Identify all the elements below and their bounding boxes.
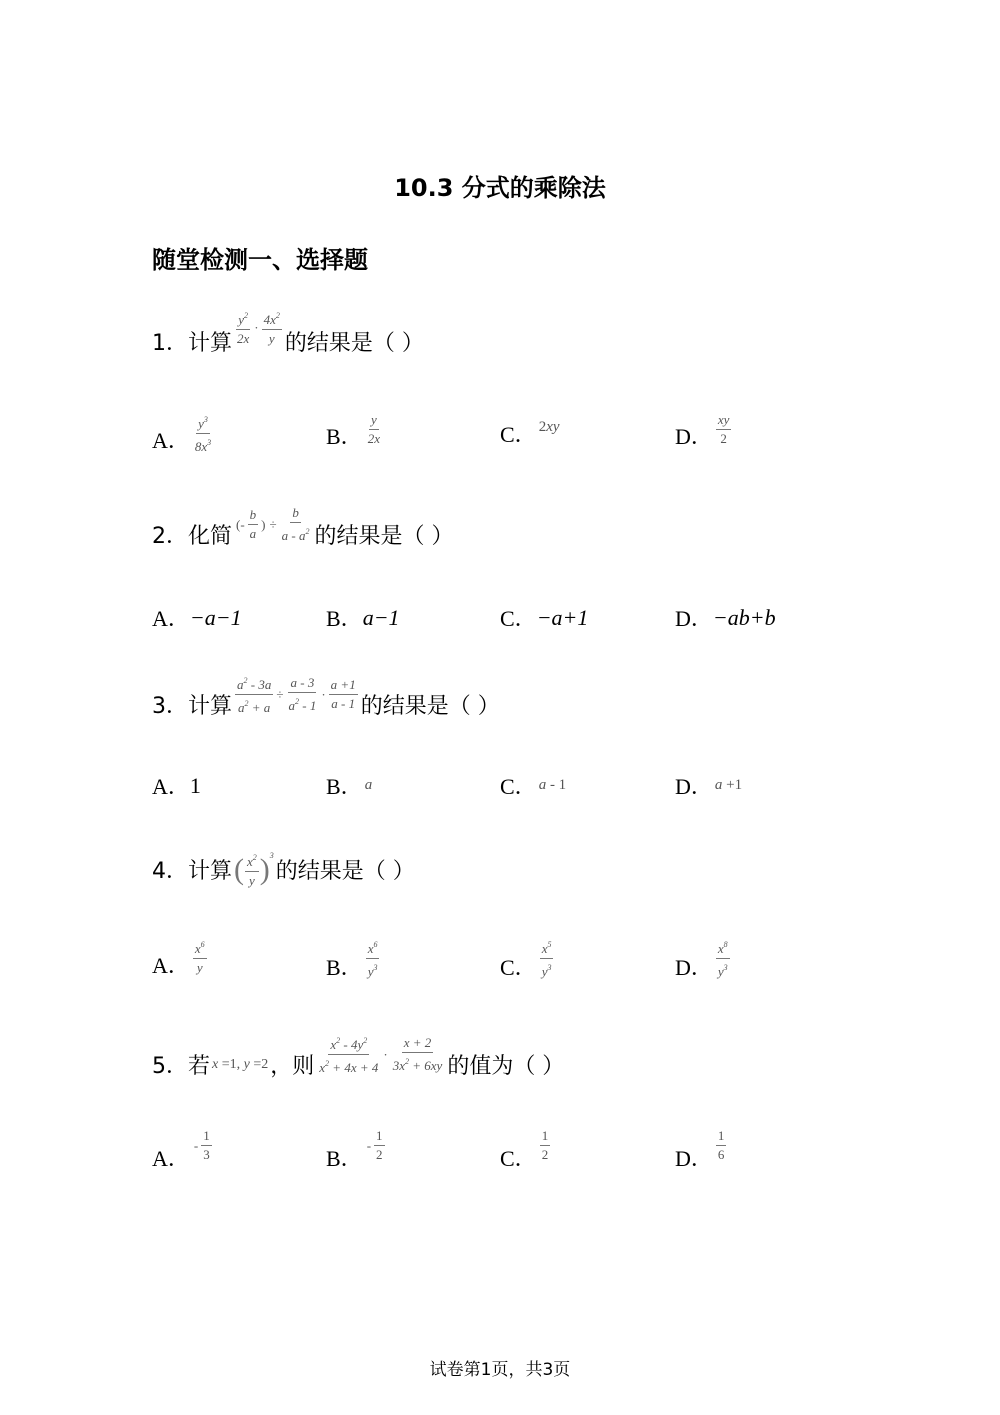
question-1-expression: $\frac{y^2}{2x}$ · $\frac{4x^2}{y}$ bbox=[234, 308, 283, 347]
question-3 bbox=[152, 675, 500, 726]
q3-option-a[interactable]: A． 1 bbox=[152, 772, 201, 799]
q3-option-c[interactable]: C． a - 1 bbox=[500, 774, 567, 799]
section-heading: 随堂检测一、选择题 bbox=[152, 246, 368, 274]
q3-option-d-expression: a +1 bbox=[714, 777, 743, 793]
q5-option-c-expression: $\frac{1}{2}$ bbox=[541, 1128, 549, 1162]
q5-option-c[interactable]: C． $\frac{1}{2}$ bbox=[500, 1140, 553, 1175]
q1-option-c[interactable]: C． 2 xy bbox=[500, 419, 560, 447]
question-1-suffix: 的结果是（ ） bbox=[284, 331, 424, 356]
q4-option-b[interactable]: B． $\frac{x^6}{y^3}$ bbox=[326, 945, 382, 988]
q2-option-a[interactable]: A． −a−1 bbox=[152, 604, 242, 631]
q5-option-b-expression: - $\frac{1}{2}$ bbox=[366, 1128, 383, 1162]
q4-option-c[interactable]: C． $\frac{x^5}{y^3}$ bbox=[500, 945, 556, 988]
question-5-expression: $\frac{x^2 - 4y^2}{x^2 + 4x + 4}$ · $\frac{x + 2}{3x^2 + 6xy}$ bbox=[319, 1035, 443, 1075]
q5-option-b[interactable]: B． - $\frac{1}{2}$ bbox=[326, 1140, 388, 1175]
q2-option-c[interactable]: C． −a+1 bbox=[500, 604, 589, 631]
q3-option-c-expression: a - 1 bbox=[538, 777, 567, 793]
question-4 bbox=[152, 850, 415, 889]
page-footer: 试卷第1页，共3页 bbox=[429, 1360, 571, 1380]
question-1-prefix: 1．计算 bbox=[152, 331, 232, 356]
q1-option-c-expression: 2 xy bbox=[538, 419, 560, 435]
q4-option-b-expression: $\frac{x^6}{y^3}$ bbox=[365, 937, 381, 980]
q2-option-b[interactable]: B． a−1 bbox=[326, 604, 400, 631]
question-2 bbox=[152, 505, 454, 554]
question-2-suffix: 的结果是（ ） bbox=[314, 524, 454, 549]
q4-option-d[interactable]: D． $\frac{x^8}{y^3}$ bbox=[675, 945, 733, 988]
q1-option-b[interactable]: B． $\frac{y}{2x}$ bbox=[326, 418, 385, 453]
q4-option-d-expression: $\frac{x^8}{y^3}$ bbox=[715, 937, 731, 980]
page-title: 10.3 分式的乘除法 bbox=[394, 174, 606, 202]
q2-option-d[interactable]: D． −ab+b bbox=[675, 604, 776, 631]
question-2-prefix: 2．化简 bbox=[152, 524, 232, 549]
question-3-expression: $\frac{a^2 - 3a}{a^2 + a}$ ÷ $\frac{a - 3}{a^2 - 1}$ · $\frac{a +1}{a - 1}$ bbox=[237, 675, 356, 715]
question-2-expression: (- $\frac{b}{a}$ ) ÷ $\frac{b}{a - a^2}$ bbox=[236, 505, 310, 543]
q1-option-b-expression: $\frac{y}{2x}$ bbox=[367, 412, 380, 446]
question-5-middle: ，则 bbox=[270, 1054, 315, 1079]
q5-option-a-expression: - $\frac{1}{3}$ bbox=[193, 1128, 210, 1162]
question-5-suffix: 的值为（ ） bbox=[447, 1054, 565, 1079]
question-4-suffix: 的结果是（ ） bbox=[275, 859, 415, 884]
question-4-prefix: 4．计算 bbox=[152, 859, 232, 884]
q1-option-d[interactable]: D． $\frac{xy}{2}$ bbox=[675, 418, 734, 453]
q3-option-b-expression: a bbox=[364, 777, 373, 793]
q5-option-d-expression: $\frac{1}{6}$ bbox=[717, 1128, 725, 1162]
question-3-suffix: 的结果是（ ） bbox=[360, 694, 500, 719]
q5-option-a[interactable]: A． - $\frac{1}{3}$ bbox=[152, 1140, 215, 1175]
question-5 bbox=[152, 1035, 565, 1086]
q4-option-c-expression: $\frac{x^5}{y^3}$ bbox=[539, 937, 555, 980]
question-5-prefix: 5．若 bbox=[152, 1054, 210, 1079]
question-5-condition: x =1, y =2 bbox=[212, 1056, 269, 1072]
q5-option-d[interactable]: D． $\frac{1}{6}$ bbox=[675, 1140, 729, 1175]
question-3-prefix: 3．计算 bbox=[152, 694, 232, 719]
question-4-expression: ( $\frac{x^2}{y}$ ) $^3$ bbox=[234, 851, 274, 888]
q1-option-a[interactable]: A． $\frac{y^3}{8x^3}$ bbox=[152, 418, 216, 461]
q1-option-a-expression: $\frac{y^3}{8x^3}$ bbox=[192, 412, 214, 455]
question-1 bbox=[152, 311, 424, 361]
q1-option-d-expression: $\frac{xy}{2}$ bbox=[717, 412, 730, 446]
q3-option-d[interactable]: D． a +1 bbox=[675, 774, 743, 799]
q3-option-b[interactable]: B． a bbox=[326, 774, 373, 799]
q4-option-a[interactable]: A． $\frac{x^6}{y}$ bbox=[152, 945, 210, 984]
q4-option-a-expression: $\frac{x^6}{y}$ bbox=[192, 937, 208, 976]
